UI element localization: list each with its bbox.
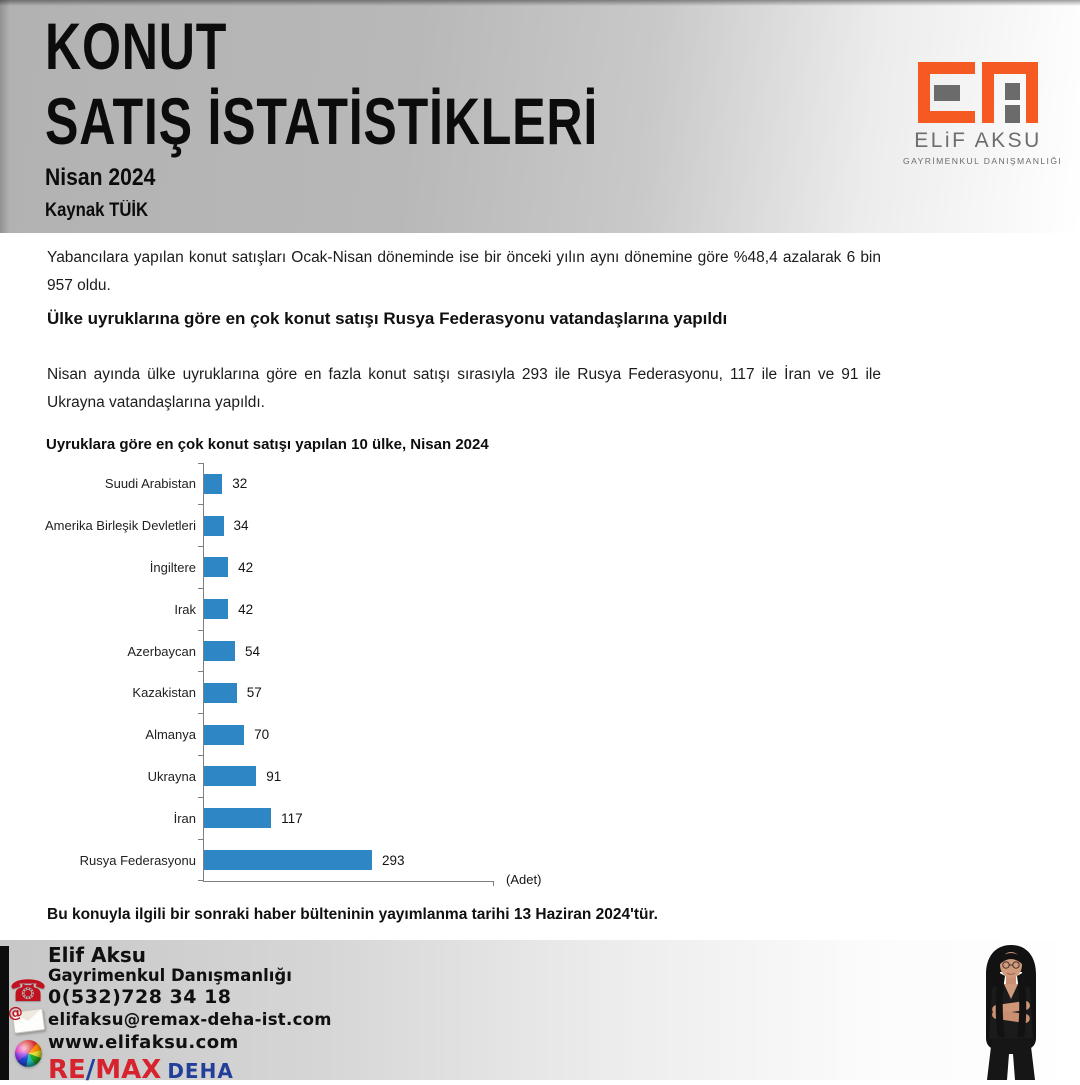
bar-value: 34	[233, 518, 249, 534]
category-label: Amerika Birleşik Devletleri	[45, 518, 196, 534]
chart-row	[33, 588, 653, 630]
phone-icon: ☎	[9, 974, 47, 1009]
bar	[204, 641, 235, 661]
logo-tagline-text: GAYRİMENKUL DANIŞMANLIĞI	[903, 156, 1063, 166]
data-source: Kaynak TÜİK	[45, 200, 149, 221]
page-title-line1: KONUT	[45, 9, 228, 83]
website-url[interactable]: www.elifaksu.com	[48, 1032, 239, 1053]
remax-deha-logo: RE/MAX DEHA	[48, 1055, 234, 1085]
email-icon: @	[11, 1008, 44, 1034]
bar	[204, 766, 256, 786]
bar-value: 42	[238, 559, 254, 575]
category-label: İngiltere	[149, 559, 196, 575]
category-label: Almanya	[145, 727, 196, 743]
next-bulletin-note: Bu konuyla ilgili bir sonraki haber bülteninin yayımlanma tarihi 13 Haziran 2024'tür.	[47, 906, 658, 923]
email-address[interactable]: elifaksu@remax-deha-ist.com	[48, 1010, 332, 1029]
bar	[204, 683, 237, 703]
agent-role: Gayrimenkul Danışmanlığı	[48, 966, 292, 985]
chart-row	[33, 463, 653, 505]
chart-row	[33, 797, 653, 839]
contact-icons	[6, 974, 47, 1067]
category-label: Kazakistan	[132, 685, 196, 701]
bar	[204, 557, 228, 577]
bar	[204, 474, 222, 494]
chart-row	[33, 839, 653, 881]
category-label: Azerbaycan	[127, 643, 196, 659]
ea-monogram-icon	[918, 62, 1038, 124]
category-label: İran	[173, 810, 196, 826]
bar	[204, 808, 271, 828]
footer-contact-bar	[0, 940, 1080, 1085]
globe-icon	[15, 1040, 42, 1067]
bar-value: 70	[254, 727, 270, 743]
bar-value: 57	[246, 685, 262, 701]
section-headline: Ülke uyruklarına göre en çok konut satışı Rusya Federasyonu vatandaşlarına yapıldı	[47, 309, 728, 328]
report-period: Nisan 2024	[45, 164, 156, 191]
logo-name-text: ELiF AKSU	[914, 129, 1042, 152]
company-logo	[903, 62, 1063, 166]
category-label: Irak	[174, 601, 196, 617]
bar	[204, 599, 228, 619]
x-axis	[203, 871, 542, 887]
chart-row	[33, 547, 653, 589]
agent-name: Elif Aksu	[48, 943, 146, 967]
agent-photo	[958, 942, 1064, 1080]
bar-chart	[33, 463, 653, 887]
bar-value: 32	[232, 476, 248, 492]
bar-value: 117	[281, 810, 303, 826]
chart-title: Uyruklara göre en çok konut satışı yapılan 10 ülke, Nisan 2024	[46, 436, 489, 453]
page-title-line2: SATIŞ İSTATİSTİKLERİ	[45, 84, 599, 158]
bar	[204, 516, 224, 536]
bar-value: 293	[382, 852, 405, 868]
chart-row	[33, 756, 653, 798]
bar-value: 91	[266, 768, 282, 784]
header-banner	[0, 0, 1080, 233]
chart-row	[33, 672, 653, 714]
bar	[204, 725, 244, 745]
category-label: Rusya Federasyonu	[79, 852, 196, 868]
bar-value: 54	[245, 643, 261, 659]
category-label: Suudi Arabistan	[104, 476, 196, 492]
paragraph-foreign-sales: Yabancılara yapılan konut satışları Ocak-Nisan döneminde ise bir önceki yılın aynı dönemine göre %48,4 azalarak 6 bin 957 oldu.	[47, 249, 881, 294]
chart-row	[33, 630, 653, 672]
chart-row	[33, 505, 653, 547]
axis-unit-label: (Adet)	[506, 871, 542, 887]
paragraph-nationalities: Nisan ayında ülke uyruklarına göre en fazla konut satışı sırasıyla 293 ile Rusya Federasyonu, 117 ile İran ve 91 ile Ukrayna vatandaşlarına yapıldı.	[47, 366, 881, 411]
contact-block	[48, 944, 332, 1085]
bar-value: 42	[238, 601, 254, 617]
chart-row	[33, 714, 653, 756]
phone-number[interactable]: 0(532)728 34 18	[48, 986, 232, 1008]
bar	[204, 850, 372, 870]
category-label: Ukrayna	[147, 768, 196, 784]
